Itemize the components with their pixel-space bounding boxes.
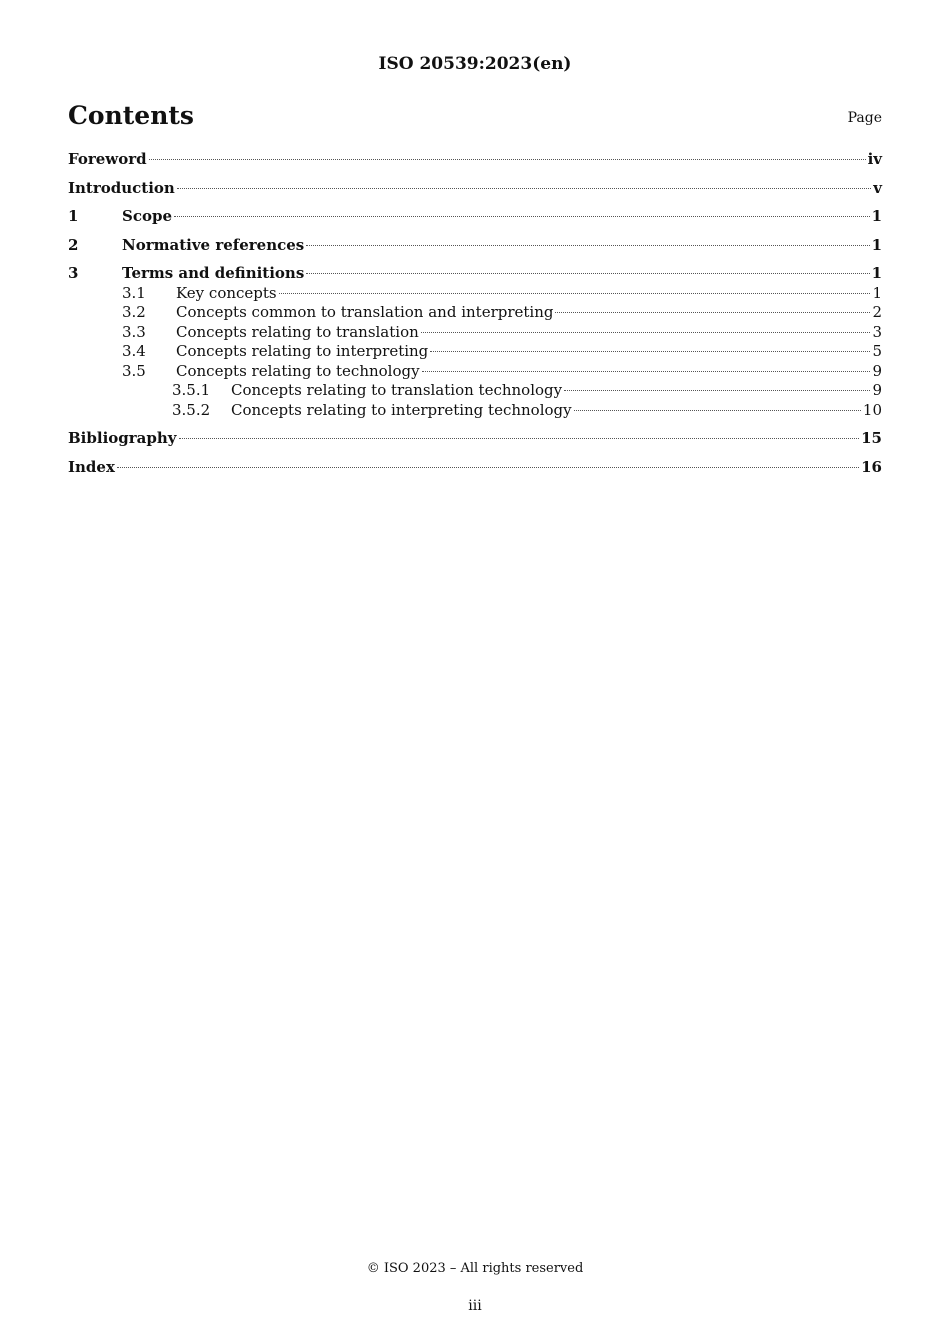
toc-entry-page: 1 [872,283,882,302]
toc-entry-scope[interactable] [68,207,882,227]
toc-entry-page: iv [867,150,882,168]
toc-entry-title: Terms and definitions [122,264,305,282]
toc-entry-title: Key concepts [176,283,277,302]
toc-entry-title: Concepts relating to interpreting [176,342,429,360]
toc-entry-number: 3.5 [122,361,146,380]
toc-entry-3-5-2[interactable] [68,401,882,421]
dot-leader [279,293,871,294]
dot-leader [306,245,869,246]
toc-entry-number: 3.3 [122,322,146,341]
toc-entry-number: 3.1 [122,283,146,302]
toc-entry-title: Concepts common to translation and interpreting [176,303,554,321]
toc-entry-title: Bibliography [68,429,177,447]
dot-leader [422,371,871,372]
toc-entry-title: Index [68,457,115,476]
toc-entry-number: 3 [68,264,79,282]
toc-entry-3-5[interactable] [68,362,882,382]
dot-leader [574,410,861,411]
toc-entry-page: 1 [871,235,882,254]
toc-entry-page: 15 [861,429,882,447]
toc-entry-page: 9 [872,381,882,399]
toc-entry-page: 9 [872,361,882,380]
toc-entry-page: 1 [871,207,882,225]
toc-entry-page: 3 [872,322,882,341]
toc-entry-3-4[interactable] [68,342,882,362]
dot-leader [117,467,859,468]
toc-entry-index[interactable] [68,458,882,478]
contents-heading: Contents [68,101,195,130]
toc-entry-page: 5 [872,342,882,360]
page-number: iii [468,1298,482,1314]
toc-entry-number: 3.4 [122,342,146,360]
dot-leader [555,312,870,313]
toc-entry-page: 2 [872,303,882,321]
toc-entry-page: v [873,178,882,197]
toc-entry-page: 1 [871,264,882,282]
toc-entry-title: Concepts relating to technology [176,361,420,380]
toc-entry-foreword[interactable] [68,150,882,170]
toc-entry-title: Introduction [68,178,175,197]
toc-entry-title: Normative references [122,235,305,254]
toc-entry-number: 1 [68,207,79,225]
toc-entry-number: 2 [68,235,79,254]
toc-entry-page: 10 [862,400,882,419]
copyright-notice: © ISO 2023 – All rights reserved [366,1261,584,1276]
toc-entry-3-3[interactable] [68,323,882,343]
toc-entry-3-2[interactable] [68,303,882,323]
dot-leader [177,188,871,189]
dot-leader [430,351,870,352]
toc-entry-title: Concepts relating to translation [176,322,419,341]
dot-leader [306,273,869,274]
toc-entry-title: Concepts relating to interpreting technology [231,400,572,419]
page-column-label: Page [847,110,882,126]
toc-entry-3-1[interactable] [68,284,882,304]
table-of-contents [68,150,882,477]
dot-leader [564,390,870,391]
dot-leader [421,332,871,333]
toc-entry-title: Foreword [68,150,147,168]
toc-entry-normative-references[interactable] [68,236,882,256]
toc-entry-terms-and-definitions[interactable] [68,264,882,284]
toc-entry-title: Scope [122,207,173,225]
dot-leader [149,159,866,160]
toc-entry-title: Concepts relating to translation technology [231,381,563,399]
dot-leader [174,216,870,217]
dot-leader [179,438,860,439]
toc-entry-bibliography[interactable] [68,429,882,449]
toc-entry-number: 3.2 [122,303,146,321]
toc-entry-3-5-1[interactable] [68,381,882,401]
toc-entry-number: 3.5.2 [172,400,211,419]
toc-entry-page: 16 [861,457,882,476]
toc-entry-number: 3.5.1 [172,381,211,399]
toc-entry-introduction[interactable] [68,179,882,199]
document-id: ISO 20539:2023(en) [378,54,572,74]
